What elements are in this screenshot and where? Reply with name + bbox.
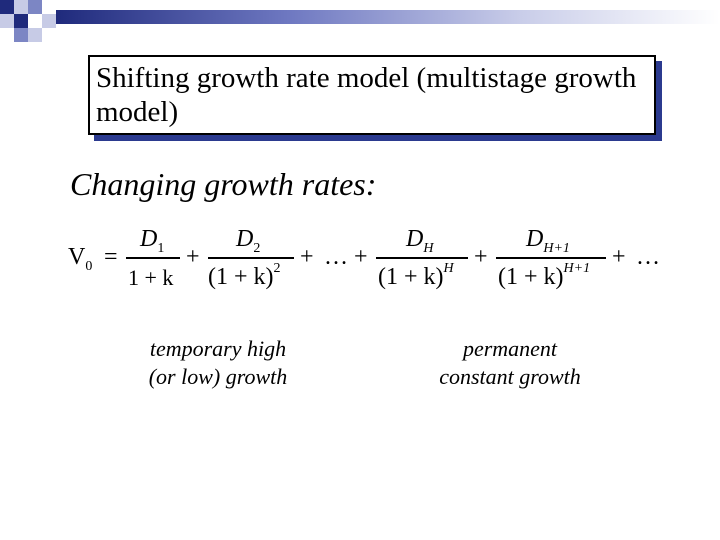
numH1-subscript: H+1 <box>543 241 570 256</box>
decor-square <box>28 0 42 14</box>
termH1-denominator <box>498 261 591 291</box>
decor-square <box>14 14 28 28</box>
plus-sign: + <box>612 244 626 270</box>
term2-numerator <box>236 226 261 256</box>
note-temporary-growth <box>118 335 318 391</box>
plus-sign: + <box>186 244 200 270</box>
den2-base: (1 + k) <box>208 264 274 290</box>
termH-denominator <box>378 261 454 291</box>
note-permanent-growth <box>410 335 610 391</box>
lhs-symbol: V <box>68 244 86 270</box>
term1-denominator: 1 + k <box>128 265 174 290</box>
num1-symbol: D <box>140 226 158 252</box>
note-left-line2: (or low) growth <box>148 364 288 389</box>
den2-exponent: 2 <box>273 261 281 276</box>
lhs-subscript: 0 <box>85 259 93 274</box>
termH1-fraction-bar <box>496 257 606 259</box>
plus-sign: + <box>474 244 488 270</box>
denH-exponent: H <box>443 261 454 276</box>
decor-square <box>0 14 14 28</box>
decor-square <box>14 28 28 42</box>
term1-numerator <box>140 226 165 256</box>
subtitle: Changing growth rates: <box>70 166 377 202</box>
note-left-line1: temporary high <box>149 336 287 361</box>
num2-subscript: 2 <box>253 241 261 256</box>
denH1-exponent: H+1 <box>563 261 591 276</box>
note-right-line1: permanent <box>462 336 558 361</box>
denH1-base: (1 + k) <box>498 264 564 290</box>
decor-square <box>0 0 14 14</box>
title-box <box>88 55 656 135</box>
numH1-symbol: D <box>526 226 544 252</box>
denH-base: (1 + k) <box>378 264 444 290</box>
termH-fraction-bar <box>376 257 468 259</box>
ellipsis: … <box>636 244 660 270</box>
note-right-line2: constant growth <box>439 364 581 389</box>
plus-sign: + <box>300 244 314 270</box>
num2-symbol: D <box>236 226 254 252</box>
equals-sign: = <box>104 244 118 270</box>
formula-lhs <box>68 244 93 274</box>
header-gradient-bar <box>56 10 720 24</box>
term1-fraction-bar <box>126 257 180 259</box>
slide-title: Shifting growth rate model (multistage growth model) <box>96 62 637 128</box>
numH-symbol: D <box>406 226 424 252</box>
num1-subscript: 1 <box>157 241 165 256</box>
term2-fraction-bar <box>208 257 294 259</box>
decor-square <box>42 14 56 28</box>
plus-sign: + <box>354 244 368 270</box>
term2-denominator <box>208 261 281 291</box>
ellipsis: … <box>324 244 348 270</box>
termH1-numerator <box>526 226 570 256</box>
decor-square <box>14 0 28 14</box>
termH-numerator <box>406 226 434 256</box>
decor-square <box>28 28 42 42</box>
numH-subscript: H <box>423 241 434 256</box>
